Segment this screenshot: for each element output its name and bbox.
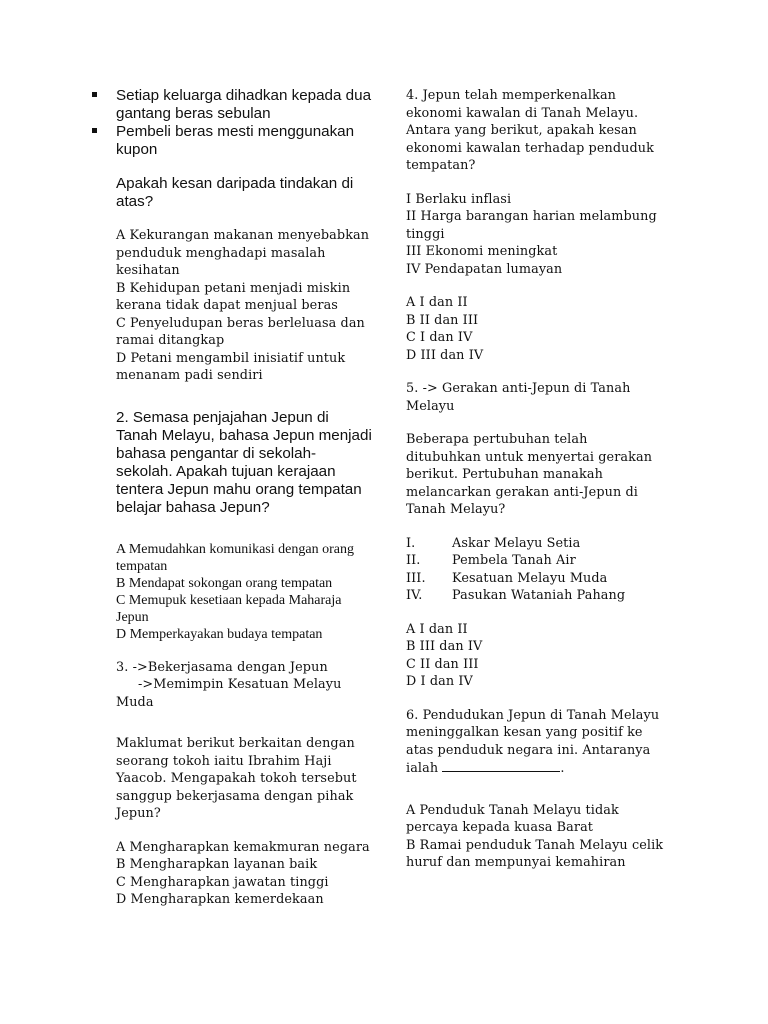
q2-options [92, 541, 372, 643]
q3-option-d: D Mengharapkan kemerdekaan [116, 892, 324, 907]
q1-option-c: C Penyeludupan beras berleluasa dan ramai ditangkap [116, 315, 365, 348]
q6-option-b: B Ramai penduduk Tanah Melayu celik huruf dan mempunyai kemahiran [406, 837, 664, 870]
q4-statements [406, 191, 666, 279]
q5-options [406, 621, 666, 691]
q5-question: Beberapa pertubuhan telah ditubuhkan untuk menyertai gerakan berikut. Pertubuhan manakah melancarkan gerakan anti-Jepun di Tanah Melayu? [406, 432, 653, 517]
q2-question: 2. Semasa penjajahan Jepun di Tanah Melayu, bahasa Jepun menjadi bahasa pengantar di sekolah-sekolah. Apakah tujuan kerajaan tentera Jepun mahu orang tempatan belajar bahasa Jepun? [116, 408, 372, 516]
q4-statement-2: II Harga barangan harian melambung tinggi [406, 209, 657, 242]
bullet-item: Setiap keluarga dihadkan kepada dua gantang beras sebulan [92, 87, 372, 123]
answer-blank [442, 759, 560, 772]
q1-option-a: A Kekurangan makanan menyebabkan penduduk menghadapi masalah kesihatan [116, 228, 370, 278]
q3-question: Maklumat berikut berkaitan dengan seorang tokoh iaitu Ibrahim Haji Yaacob. Mengapakah tokoh tersebut sanggup bekerjasama dengan pihak Jepun? [116, 736, 357, 821]
q6-options [406, 802, 666, 872]
q3-option-a: A Mengharapkan kemakmuran negara [116, 839, 370, 855]
right-column [406, 87, 666, 872]
q3-block [92, 659, 372, 909]
q3-option-c: C Mengharapkan jawatan tinggi [116, 874, 329, 890]
q1-option-d: D Petani mengambil inisiatif untuk menanam padi sendiri [116, 350, 346, 383]
q5-statement-2: II. Pembela Tanah Air [406, 553, 576, 568]
q4-statement-4: IV Pendapatan lumayan [406, 261, 563, 277]
q3-line3: Muda [116, 694, 154, 710]
bullet-icon [92, 92, 97, 97]
q5-heading: 5. -> Gerakan anti-Jepun di Tanah Melayu [406, 381, 631, 414]
q5-statement-3: III. Kesatuan Melayu Muda [406, 570, 608, 586]
q5-option-a: A I dan II [406, 621, 468, 637]
q4-option-b: B II dan III [406, 312, 479, 328]
q5-option-d: D I dan IV [406, 674, 473, 689]
q2-option-d: D Memperkayakan budaya tempatan [116, 626, 323, 642]
q4-option-a: A I dan II [406, 295, 468, 310]
q3-line2: ->Memimpin Kesatuan Melayu [138, 677, 342, 692]
q2-option-b: B Mendapat sokongan orang tempatan [116, 575, 333, 591]
q1-question: Apakah kesan daripada tindakan di atas? [116, 175, 354, 210]
left-column [92, 87, 372, 909]
q6-question: 6. Pendudukan Jepun di Tanah Melayu meninggalkan kesan yang positif ke atas penduduk negara ini. Antaranya ialah . [406, 707, 660, 776]
q6-option-a: A Penduduk Tanah Melayu tidak percaya kepada kuasa Barat [406, 802, 619, 835]
q4-options [406, 294, 666, 364]
bullet-item: Pembeli beras mesti menggunakan kupon [92, 123, 372, 159]
bullet-icon [92, 128, 97, 133]
bullet-list [92, 87, 372, 159]
q5-statement-4: IV. Pasukan Wataniah Pahang [406, 588, 626, 603]
q5-option-c: C II dan III [406, 656, 479, 672]
q1-options [92, 227, 372, 385]
q4-question: 4. Jepun telah memperkenalkan ekonomi kawalan di Tanah Melayu. Antara yang berikut, apakah kesan ekonomi kawalan terhadap penduduk tempatan? [406, 88, 654, 173]
q4-option-c: C I dan IV [406, 330, 473, 345]
q3-option-b: B Mengharapkan layanan baik [116, 857, 318, 872]
q2-option-a: A Memudahkan komunikasi dengan orang tempatan [116, 541, 354, 574]
q4-option-d: D III dan IV [406, 347, 484, 363]
q5-statement-1: I. Askar Melayu Setia [406, 535, 581, 551]
q3-line1: 3. ->Bekerjasama dengan Jepun [116, 659, 328, 675]
q5-option-b: B III dan IV [406, 639, 483, 654]
q4-statement-3: III Ekonomi meningkat [406, 244, 558, 259]
q4-statement-1: I Berlaku inflasi [406, 191, 512, 207]
q1-option-b: B Kehidupan petani menjadi miskin kerana tidak dapat menjual beras [116, 280, 351, 313]
q2-option-c: C Memupuk kesetiaan kepada Maharaja Jepun [116, 592, 342, 625]
q5-statements [406, 535, 666, 605]
